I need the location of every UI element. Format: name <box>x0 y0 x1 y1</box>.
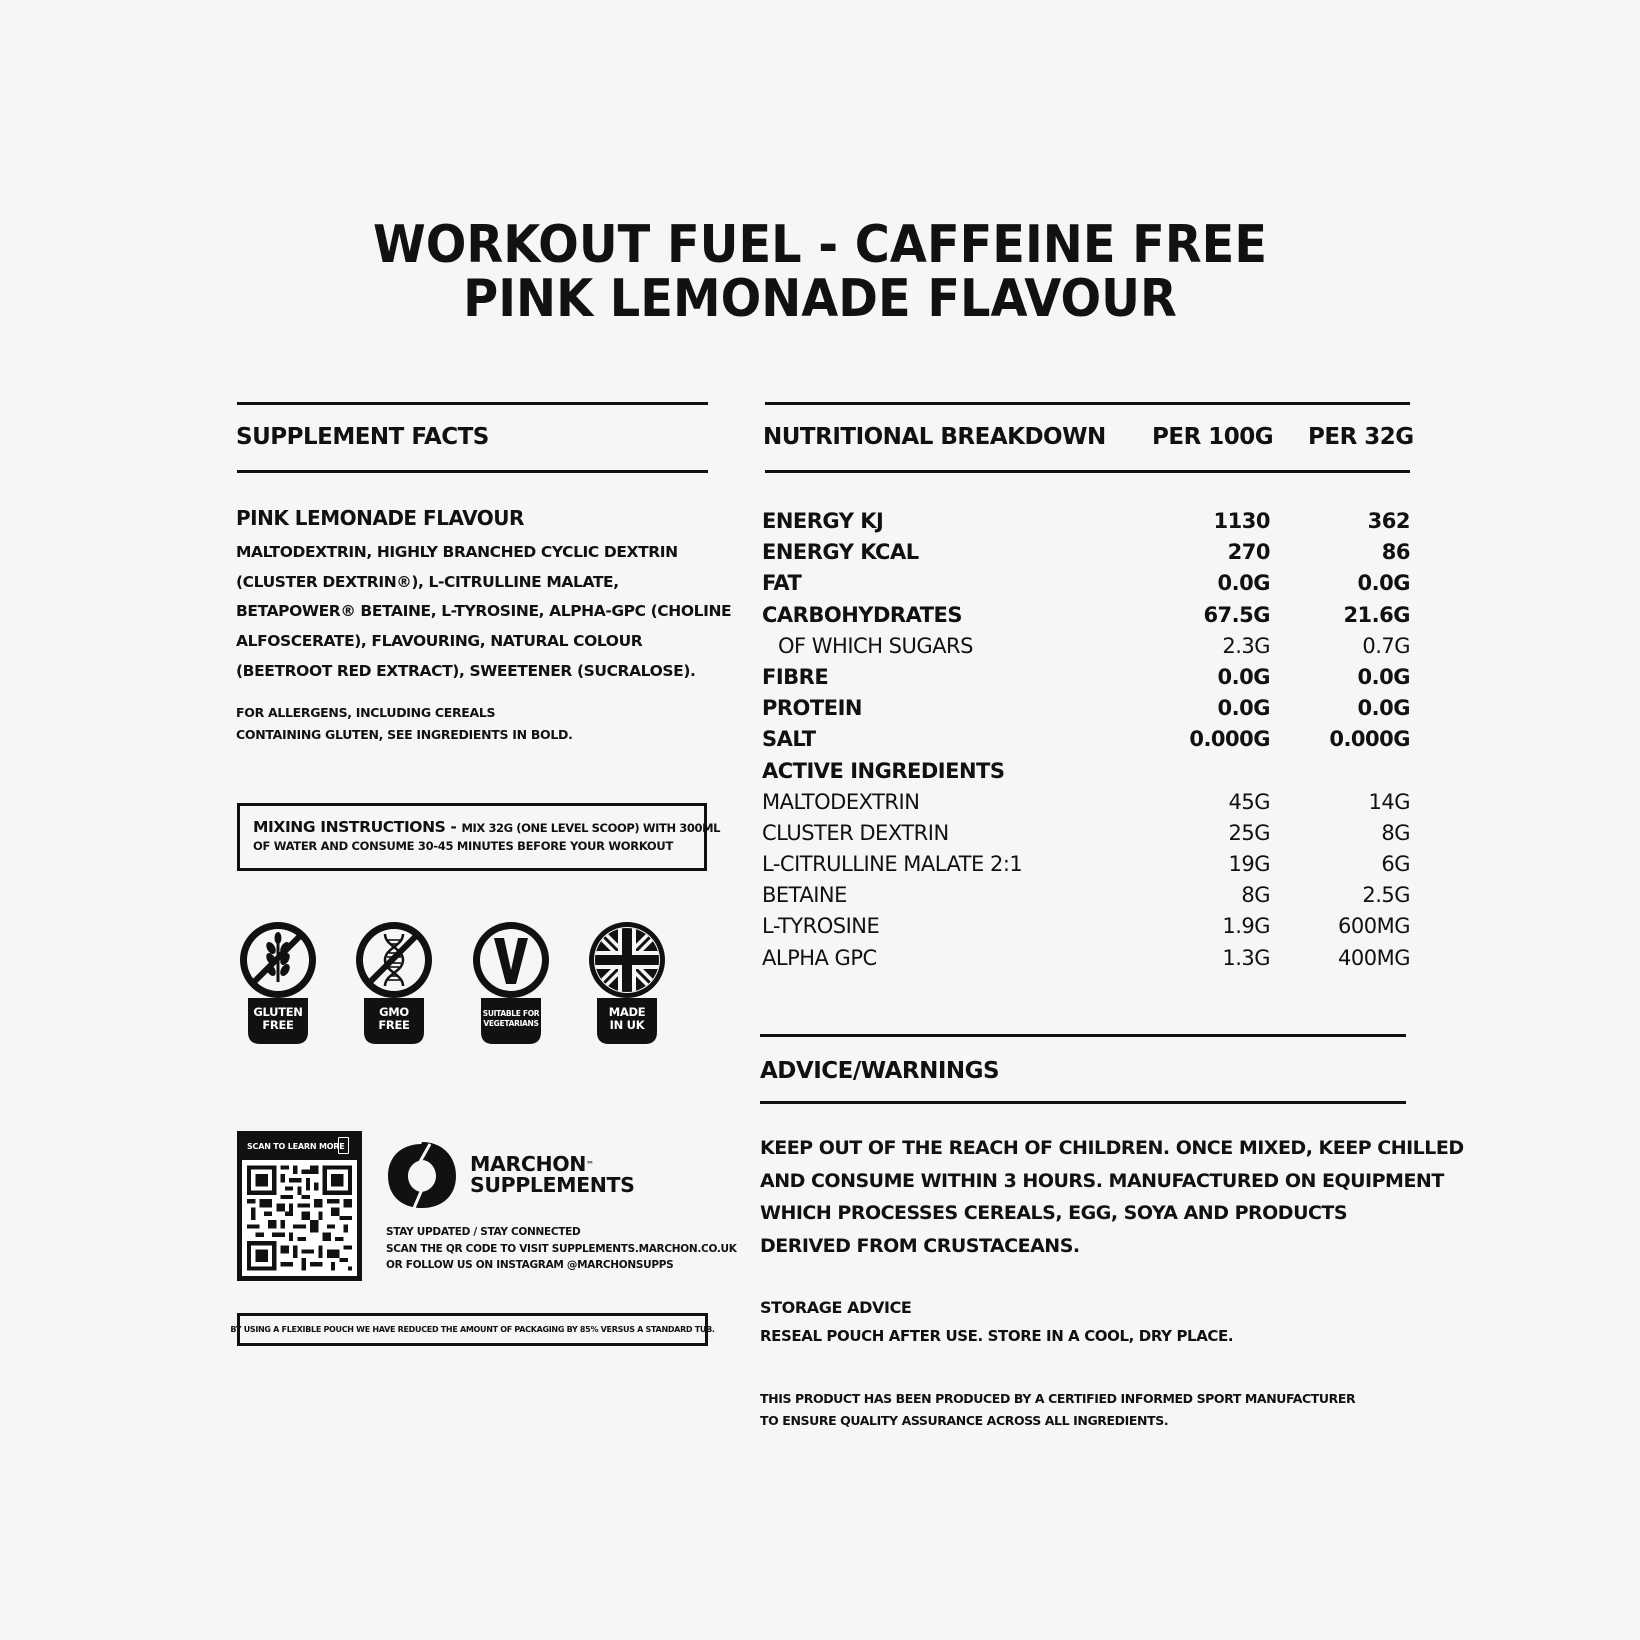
certification-note <box>760 1388 1355 1432</box>
trademark: ™ <box>586 1160 594 1169</box>
nutrition-heading: NUTRITIONAL BREAKDOWN <box>763 424 1106 450</box>
table-row: ENERGY KJ 1130 362 <box>762 509 1410 533</box>
table-row: CLUSTER DEXTRIN 25G 8G <box>762 820 1410 845</box>
allergen-note <box>236 702 573 746</box>
title-line-2: PINK LEMONADE FLAVOUR <box>463 269 1177 329</box>
qr-code[interactable] <box>237 1131 362 1281</box>
table-row: MALTODEXTRIN 45G 14G <box>762 789 1410 814</box>
table-row: PROTEIN 0.0G 0.0G <box>762 696 1410 721</box>
brand-line-1: MARCHON <box>470 1152 587 1176</box>
table-row: L-TYROSINE 1.9G 600MG <box>762 914 1410 939</box>
table-row: L-CITRULLINE MALATE 2:1 19G 6G <box>762 852 1410 877</box>
advice-line: KEEP OUT OF THE REACH OF CHILDREN. ONCE MIXED, KEEP CHILLED <box>760 1137 1464 1159</box>
table-row: ENERGY KCAL 270 86 <box>762 540 1410 565</box>
column-header-per-100g: PER 100G <box>1152 424 1274 450</box>
badge-gmo-free: GMO FREE <box>352 920 436 1044</box>
advice-line: DERIVED FROM CRUSTACEANS. <box>760 1234 1080 1257</box>
mixing-text: MIX 32G (ONE LEVEL SCOOP) WITH 300ML <box>461 821 721 835</box>
title-line-1: WORKOUT FUEL - CAFFEINE FREE <box>372 215 1268 275</box>
cert-line: TO ENSURE QUALITY ASSURANCE ACROSS ALL INGREDIENTS. <box>760 1413 1169 1428</box>
connect-line: SCAN THE QR CODE TO VISIT SUPPLEMENTS.MARCHON.CO.UK <box>386 1242 737 1255</box>
advice-line: AND CONSUME WITHIN 3 HOURS. MANUFACTURED ON EQUIPMENT <box>760 1169 1444 1192</box>
storage-text: RESEAL POUCH AFTER USE. STORE IN A COOL, DRY PLACE. <box>760 1327 1234 1345</box>
connect-text <box>386 1224 737 1274</box>
cert-line: THIS PRODUCT HAS BEEN PRODUCED BY A CERTIFIED INFORMED SPORT MANUFACTURER <box>760 1391 1356 1406</box>
badge-vegetarian: SUITABLE FOR VEGETARIANS <box>469 920 553 1044</box>
ingredients-line: ALFOSCERATE), FLAVOURING, NATURAL COLOUR <box>236 632 643 651</box>
advice-text <box>760 1132 1464 1262</box>
table-row: BETAINE 8G 2.5G <box>762 883 1410 908</box>
mixing-text: OF WATER AND CONSUME 30-45 MINUTES BEFORE YOUR WORKOUT <box>253 839 673 853</box>
supplement-facts-heading: SUPPLEMENT FACTS <box>236 424 489 450</box>
divider <box>237 402 708 405</box>
table-row: FAT 0.0G 0.0G <box>762 571 1410 596</box>
advice-heading: ADVICE/WARNINGS <box>760 1058 1000 1084</box>
allergen-line: CONTAINING GLUTEN, SEE INGREDIENTS IN BOLD. <box>236 727 573 742</box>
column-header-per-32g: PER 32G <box>1308 424 1414 450</box>
ingredients-line: BETAPOWER® BETAINE, L-TYROSINE, ALPHA-GPC (CHOLINE <box>236 602 732 621</box>
divider <box>765 402 1410 405</box>
table-row: OF WHICH SUGARS 2.3G 0.7G <box>778 633 1410 658</box>
phone-icon <box>338 1137 349 1154</box>
brand-name <box>470 1154 634 1196</box>
active-ingredients-heading: ACTIVE INGREDIENTS <box>762 758 1005 783</box>
flavour-heading: PINK LEMONADE FLAVOUR <box>236 506 524 530</box>
marchon-logo-icon <box>386 1140 458 1212</box>
storage-heading: STORAGE ADVICE <box>760 1298 912 1317</box>
badge-made-in-uk: MADE IN UK <box>585 920 669 1044</box>
divider <box>760 1034 1406 1037</box>
ingredients-line: MALTODEXTRIN, HIGHLY BRANCHED CYCLIC DEXTRIN <box>236 543 678 561</box>
qr-heading: SCAN TO LEARN MORE <box>247 1142 345 1151</box>
connect-line: STAY UPDATED / STAY CONNECTED <box>386 1226 581 1238</box>
mixing-instructions-box <box>237 803 721 871</box>
connect-line: OR FOLLOW US ON INSTAGRAM @MARCHONSUPPS <box>386 1259 674 1271</box>
ingredients-line: (CLUSTER DEXTRIN®), L-CITRULLINE MALATE, <box>236 572 619 591</box>
packaging-note: BY USING A FLEXIBLE POUCH WE HAVE REDUCED THE AMOUNT OF PACKAGING BY 85% VERSUS A STANDARD TUB. <box>237 1313 708 1346</box>
page-title <box>66 215 1575 329</box>
qr-code-pattern <box>247 1165 352 1271</box>
divider <box>765 470 1410 473</box>
nutrition-table <box>762 506 1410 974</box>
allergen-line: FOR ALLERGENS, INCLUDING CEREALS <box>236 705 496 720</box>
advice-line: WHICH PROCESSES CEREALS, EGG, SOYA AND PRODUCTS <box>760 1202 1348 1225</box>
mixing-label: MIXING INSTRUCTIONS - <box>253 818 462 836</box>
table-row: SALT 0.000G 0.000G <box>762 727 1410 752</box>
table-row: FIBRE 0.0G 0.0G <box>762 664 1410 689</box>
divider <box>760 1101 1406 1104</box>
table-row: ALPHA GPC 1.3G 400MG <box>762 945 1410 970</box>
divider <box>237 470 708 473</box>
badge-gluten-free: GLUTEN FREE <box>236 920 320 1044</box>
ingredients-line: (BEETROOT RED EXTRACT), SWEETENER (SUCRALOSE). <box>236 661 696 680</box>
ingredients-list <box>236 538 732 687</box>
brand-line-2: SUPPLEMENTS <box>470 1173 635 1197</box>
table-row: CARBOHYDRATES 67.5G 21.6G <box>762 602 1410 627</box>
